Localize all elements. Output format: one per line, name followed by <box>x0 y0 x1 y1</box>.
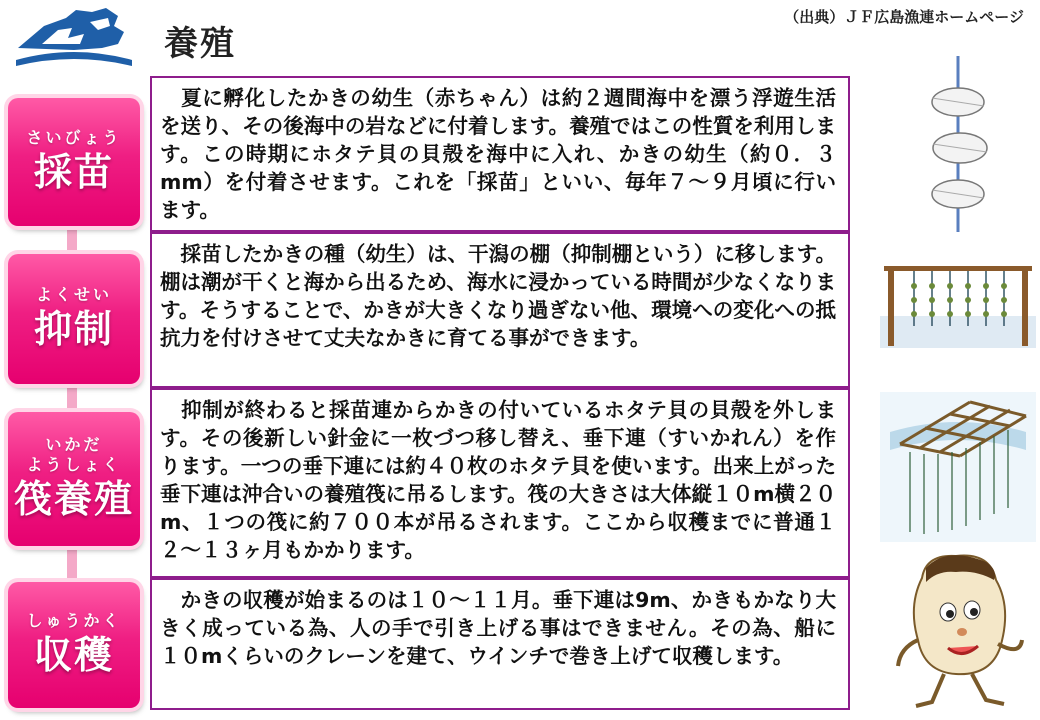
stage-badge-yokusei <box>8 254 140 384</box>
stage-name: 採苗 <box>33 150 114 194</box>
stage-ruby: さいびょう <box>26 128 122 147</box>
stage-description-shukaku <box>150 578 850 710</box>
stage-ruby: よくせい <box>35 285 112 304</box>
jf-logo <box>14 4 134 74</box>
stage-name: 筏養殖 <box>13 477 134 521</box>
stage-name: 抑制 <box>33 307 114 351</box>
stage-text: 採苗したかきの種（幼生）は、干潟の棚（抑制棚という）に移します。棚は潮が干くと海から出るため、海水に浸かっている時間が少なくなります。そうすることで、かきが大きくなり過ぎない他、環境への変化への抵抗力を付けさせて丈夫なかきに育てる事ができます。 <box>160 242 836 350</box>
stage-description-saibyo <box>150 76 850 232</box>
stage-badge-shukaku <box>8 582 140 708</box>
restraint-rack-illustration <box>880 256 1036 348</box>
stage-name: 収穫 <box>33 633 114 677</box>
stage-description-yokusei <box>150 232 850 388</box>
scallop-rope-illustration <box>918 52 998 238</box>
stage-description-ikada <box>150 388 850 578</box>
stage-connector <box>67 228 77 250</box>
stage-ruby: しゅうかく <box>26 611 122 630</box>
stage-ruby: いかだ ようしょく <box>26 435 122 474</box>
stage-text: かきの収穫が始まるのは１０〜１１月。垂下連は9m、かきもかなり大きく成っている為、人の手で引き上げる事はできません。その為、船に１０mくらいのクレーンを建て、ウインチで巻き上げて収穫します。 <box>160 588 836 668</box>
stage-text: 抑制が終わると採苗連からかきの付いているホタテ貝の貝殻を外します。その後新しい針金に一枚づつ移し替え、垂下連（すいかれん）を作ります。一つの垂下連には約４０枚のホタテ貝を使います。出来上がった垂下連は沖合いの養殖筏に吊るします。筏の大きさは大体縦１０m横２０m、１つの筏に約７００本が吊るされます。ここから収穫までに普通１２〜１３ヶ月もかかります。 <box>160 398 836 562</box>
stage-badge-ikada <box>8 412 140 546</box>
stage-connector <box>67 546 77 580</box>
stage-text: 夏に孵化したかきの幼生（赤ちゃん）は約２週間海中を漂う浮遊生活を送り、その後海中の岩などに付着します。養殖ではこの性質を利用します。この時期にホタテ貝の貝殻を海中に入れ、かきの幼生（約０．３mm）を付着させます。これを「採苗」といい、毎年７〜９月頃に行います。 <box>160 86 836 222</box>
source-credit: （出典）ＪＦ広島漁連ホームページ <box>784 8 1024 26</box>
stage-badge-saibyo <box>8 98 140 226</box>
stage-connector <box>67 385 77 413</box>
oyster-mascot-illustration <box>886 548 1034 716</box>
oyster-raft-illustration <box>880 392 1036 542</box>
page-title: 養殖 <box>164 24 236 64</box>
